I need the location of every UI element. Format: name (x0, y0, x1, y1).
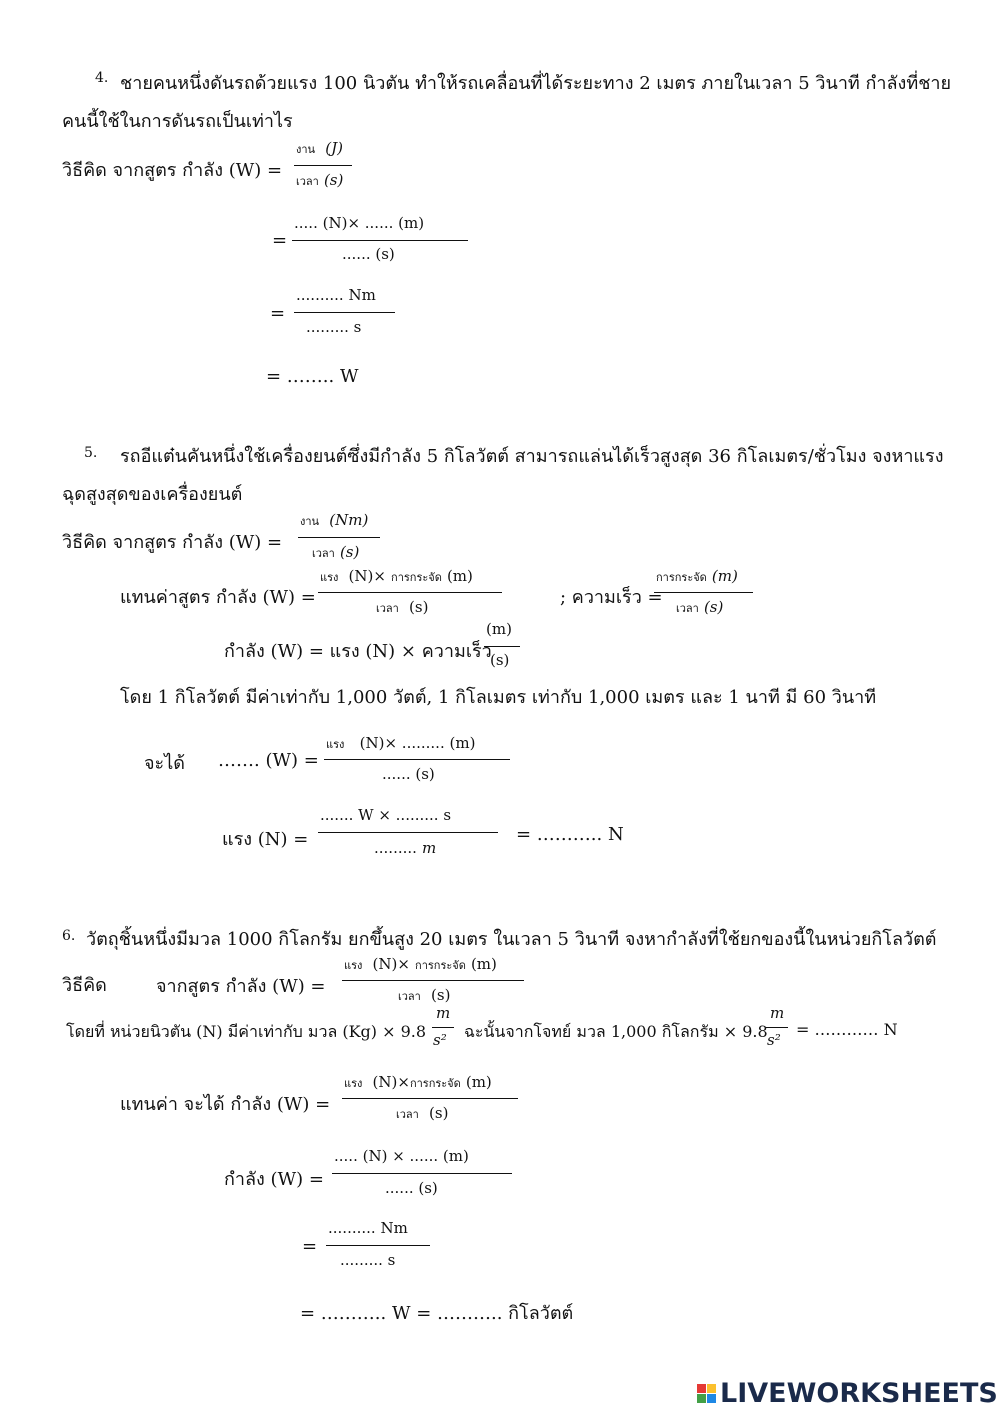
q5-method-label: วิธีคิด จากสูตร กำลัง (W) = (62, 532, 283, 553)
q5-formula5-denominator: ...... (s) (382, 765, 435, 783)
q6-fraction-bar-1 (342, 980, 524, 981)
q5-fraction-bar-4 (484, 646, 520, 647)
q5-formula5-numerator: แรง (N)× ......... (m) (326, 734, 476, 752)
q5-fraction-bar-2 (318, 592, 502, 593)
q6-formula2-numerator: แรง (N)×การกระจัด (m) (344, 1073, 492, 1091)
q6-formula2-denominator: เวลา (s) (396, 1104, 449, 1122)
q6-method-label: วิธีคิด (62, 975, 107, 996)
q4-formula2-numerator: ..... (N)× ...... (m) (294, 214, 425, 232)
q6-formula1-denominator: เวลา (s) (398, 986, 451, 1004)
q4-fraction-bar-2 (292, 240, 468, 241)
q6-note-fraction1-numerator: m (436, 1004, 451, 1022)
q5-formula6-denominator: ......... m (374, 839, 437, 857)
q4-formula1-denominator: เวลา (s) (296, 171, 344, 189)
liveworksheets-grid-icon (697, 1384, 716, 1403)
q4-formula1-numerator: งาน (J) (296, 139, 343, 157)
q4-equals-3: = (270, 303, 286, 324)
q5-text-line1: รถอีแต๋นคันหนึ่งใช้เครื่องยนต์ซึ่งมีกำลัง 5 กิโลวัตต์ สามารถแล่นได้เร็วสูงสุด 36 กิโลเมตร/ชั่วโมง จงหาแรง (120, 446, 944, 467)
q6-formula4-numerator: .......... Nm (328, 1219, 408, 1237)
q5-formula2-numerator: แรง (N)× การกระจัด (m) (320, 567, 473, 585)
q5-get-label: จะได้ (144, 753, 185, 774)
q4-number: 4. (95, 70, 109, 86)
q5-formula1-numerator: งาน (Nm) (300, 511, 369, 529)
q6-result: = ……….. W = ……….. กิโลวัตต์ (300, 1303, 574, 1324)
q6-number: 6. (62, 928, 76, 944)
q5-get-left: ……. (W) = (218, 750, 319, 771)
q4-formula3-numerator: .......... Nm (296, 286, 376, 304)
q6-power-label: กำลัง (W) = (224, 1169, 324, 1190)
q5-fraction-bar-5 (324, 759, 510, 760)
q6-note-fraction2-numerator: m (770, 1004, 785, 1022)
liveworksheets-logo (697, 1378, 998, 1409)
q6-note-part-b: ฉะนั้นจากโจทย์ มวล 1,000 กิโลกรัม × 9.8 (464, 1022, 768, 1041)
q5-substitute-label: แทนค่าสูตร กำลัง (W) = (120, 587, 316, 608)
q5-formula3-denominator: เวลา (s) (676, 598, 724, 616)
q6-note-fraction2-denominator: s² (767, 1031, 781, 1049)
q6-note-fraction1-denominator: s² (433, 1031, 447, 1049)
q4-formula3-denominator: ......... s (306, 318, 362, 336)
q6-note-fraction-bar-1 (432, 1027, 454, 1028)
q5-formula6-numerator: ....... W × ......... s (320, 806, 452, 824)
logo-square-red (697, 1384, 706, 1393)
q6-method-formula-label: จากสูตร กำลัง (W) = (156, 976, 326, 997)
q6-fraction-bar-3 (332, 1173, 512, 1174)
q6-formula1-numerator: แรง (N)× การกระจัด (m) (344, 955, 497, 973)
q6-fraction-bar-4 (326, 1245, 430, 1246)
q6-formula3-numerator: ..... (N) × ...... (m) (334, 1147, 469, 1165)
q5-formula2-denominator: เวลา (s) (376, 598, 429, 616)
logo-square-yellow (707, 1384, 716, 1393)
q4-result: = …….. W (266, 366, 359, 387)
q5-fraction-bar-6 (318, 832, 498, 833)
q5-text-line2: ฉุดสูงสุดของเครื่องยนต์ (62, 484, 243, 505)
q4-equals-2: = (272, 230, 288, 251)
q5-formula4-denominator: (s) (490, 651, 510, 669)
q4-fraction-bar-1 (294, 165, 352, 166)
q5-fraction-bar-1 (298, 537, 380, 538)
q4-text-line1: ชายคนหนึ่งดันรถด้วยแรง 100 นิวตัน ทำให้รถเคลื่อนที่ได้ระยะทาง 2 เมตร ภายในเวลา 5 วินาที กำลังที่ชาย (120, 73, 952, 94)
q5-formula3-numerator: การกระจัด (m) (656, 567, 738, 585)
q5-conversion-note: โดย 1 กิโลวัตต์ มีค่าเท่ากับ 1,000 วัตต์, 1 กิโลเมตร เท่ากับ 1,000 เมตร และ 1 นาที มี 60 วินาที (120, 687, 877, 708)
q4-formula2-denominator: ...... (s) (342, 245, 395, 263)
q6-fraction-bar-2 (342, 1098, 518, 1099)
q5-force-label: แรง (N) = (222, 829, 309, 850)
q6-text-line1: วัตถุชิ้นหนึ่งมีมวล 1000 กิโลกรัม ยกขึ้นสูง 20 เมตร ในเวลา 5 วินาที จงหากำลังที่ใช้ยกของนี้ในหน่วยกิโลวัตต์ (86, 929, 937, 950)
q6-note-part-c: = ………… N (796, 1020, 898, 1039)
q6-formula3-denominator: ...... (s) (385, 1179, 438, 1197)
logo-square-green (697, 1394, 706, 1403)
q5-number: 5. (84, 445, 98, 461)
logo-square-blue (707, 1394, 716, 1403)
q4-method-label: วิธีคิด จากสูตร กำลัง (W) = (62, 160, 283, 181)
q4-fraction-bar-3 (294, 312, 395, 313)
q6-note-part-a: โดยที่ หน่วยนิวตัน (N) มีค่าเท่ากับ มวล (Kg) × 9.8 (66, 1022, 427, 1041)
q6-note-fraction-bar-2 (766, 1027, 788, 1028)
q6-equals-4: = (302, 1236, 318, 1257)
q5-speed-label: ; ความเร็ว = (560, 587, 663, 608)
q5-fraction-bar-3 (654, 592, 753, 593)
q5-formula1-denominator: เวลา (s) (312, 543, 360, 561)
q5-power-line: กำลัง (W) = แรง (N) × ความเร็ว (224, 641, 492, 662)
q5-force-result: = ……….. N (516, 824, 624, 845)
liveworksheets-wordmark: LIVEWORKSHEETS (720, 1378, 998, 1409)
q6-substitute-label: แทนค่า จะได้ กำลัง (W) = (120, 1094, 331, 1115)
q5-formula4-numerator: (m) (486, 620, 512, 638)
q6-formula4-denominator: ......... s (340, 1251, 396, 1269)
q4-text-line2: คนนี้ใช้ในการดันรถเป็นเท่าไร (62, 111, 293, 132)
